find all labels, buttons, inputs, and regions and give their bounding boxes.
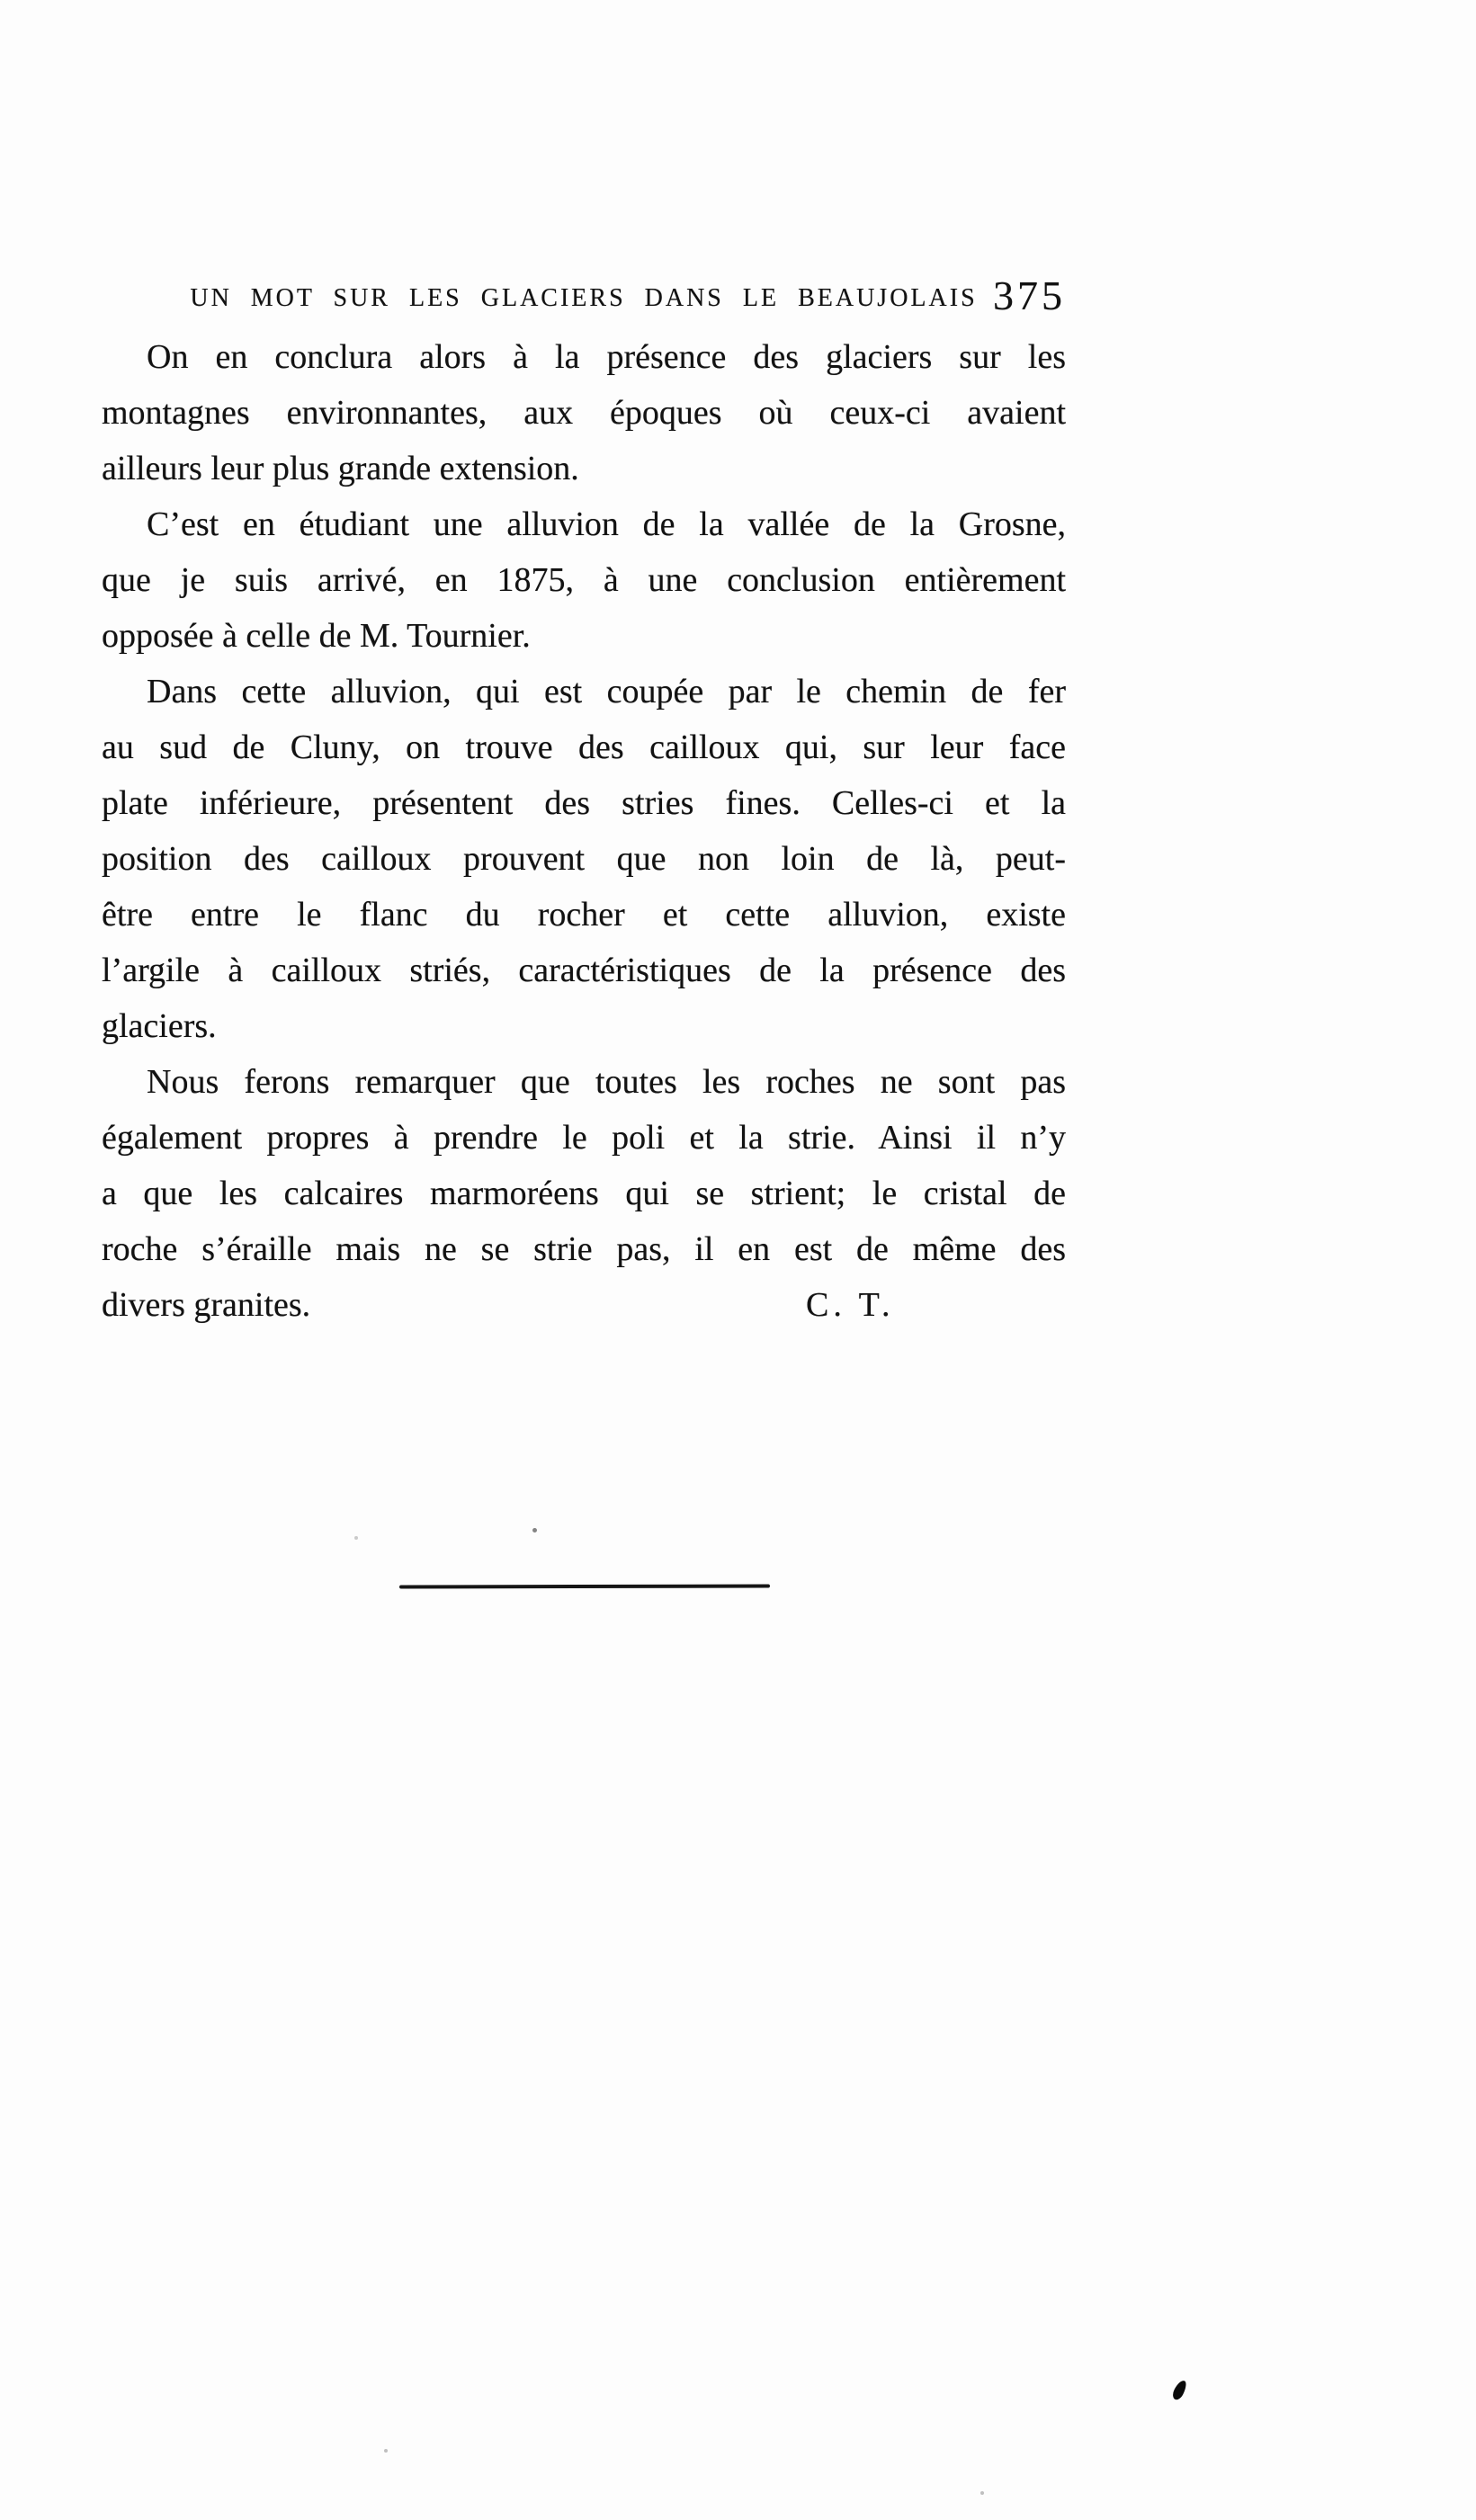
scan-speck — [354, 1536, 358, 1540]
page-number: 375 — [993, 273, 1066, 318]
text-line: que je suis arrivé, en 1875, à une conclusion entièrement — [102, 561, 1066, 599]
text-line: au sud de Cluny, on trouve des cailloux qui, sur leur face — [102, 728, 1066, 766]
closing-line — [102, 1277, 1066, 1333]
text-line: C’est en étudiant une alluvion de la vallée de la Grosne, — [147, 505, 1066, 543]
text-line: opposée à celle de M. Tournier. — [102, 617, 531, 655]
text-line: On en conclura alors à la présence des glaciers sur les — [147, 338, 1066, 376]
paragraph-2 — [102, 496, 1066, 664]
scan-speck — [384, 2449, 388, 2453]
text-line: ailleurs leur plus grande extension. — [102, 450, 579, 487]
text-line: plate inférieure, présentent des stries fines. Celles-ci et la — [102, 784, 1066, 822]
text-line: a que les calcaires marmoréens qui se strient; le cristal de — [102, 1175, 1066, 1212]
text-line: montagnes environnantes, aux époques où ceux-ci avaient — [102, 394, 1066, 432]
ink-speck — [1171, 2379, 1189, 2401]
paragraph-4 — [102, 1054, 1066, 1277]
text-line: Nous ferons remarquer que toutes les roches ne sont pas — [147, 1063, 1066, 1101]
scan-speck — [980, 2491, 984, 2495]
text-line: être entre le flanc du rocher et cette alluvion, existe — [102, 896, 1066, 934]
text-line: glaciers. — [102, 1007, 217, 1045]
section-divider-rule — [399, 1584, 770, 1588]
text-line: l’argile à cailloux striés, caractéristiques de la présence des — [102, 952, 1066, 989]
header-title: UN MOT SUR LES GLACIERS DANS LE BEAUJOLAIS — [190, 284, 978, 312]
text-block — [102, 329, 1066, 1333]
scan-speck — [568, 407, 571, 410]
paragraph-1 — [102, 329, 1066, 496]
author-initials: C. T. — [806, 1286, 895, 1324]
text-line: Dans cette alluvion, qui est coupée par le chemin de fer — [147, 673, 1066, 710]
text-line: position des cailloux prouvent que non loin de là, peut- — [102, 840, 1066, 878]
page-header — [102, 270, 1066, 327]
text-line: également propres à prendre le poli et la strie. Ainsi il n’y — [102, 1119, 1066, 1157]
paragraph-3 — [102, 664, 1066, 1054]
scan-speck — [532, 1528, 537, 1533]
text-line: roche s’éraille mais ne se strie pas, il en est de même des — [102, 1230, 1066, 1268]
closing-text: divers granites. — [102, 1286, 311, 1324]
